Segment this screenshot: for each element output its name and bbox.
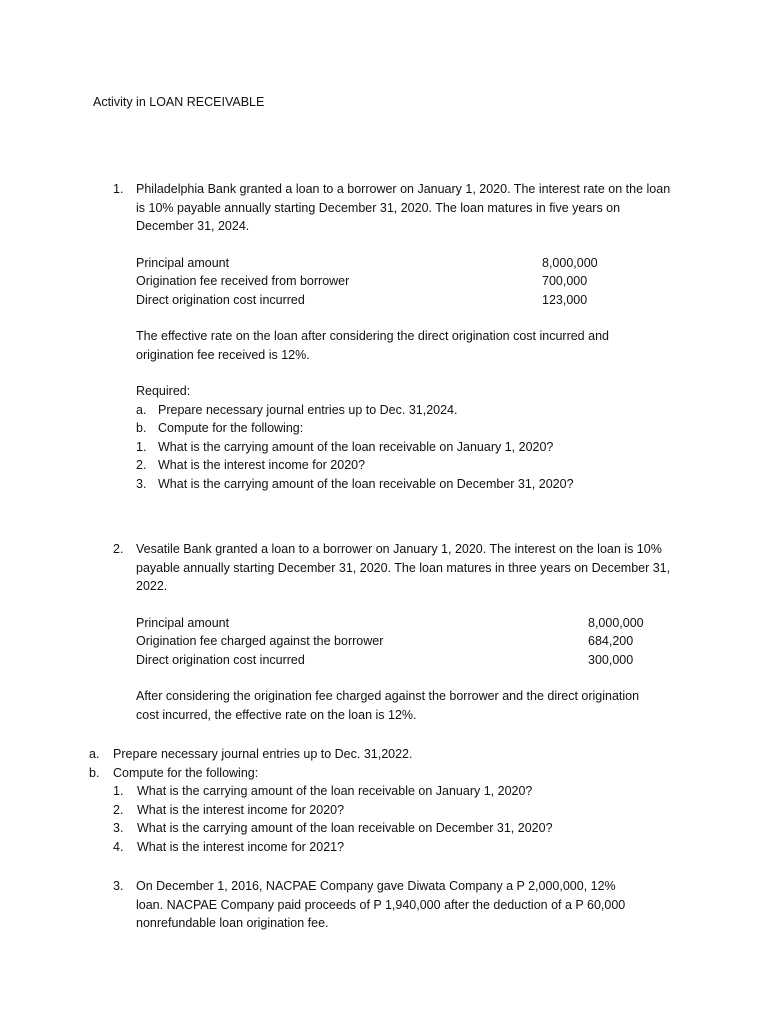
row-label: Direct origination cost incurred (136, 652, 305, 667)
list-marker: 2. (113, 802, 124, 817)
row-label: Principal amount (136, 255, 230, 270)
required-list (136, 401, 683, 494)
question-1 (113, 180, 683, 493)
list-item (136, 438, 683, 457)
row-label: Direct origination cost incurred (136, 292, 305, 307)
row-value: 8,000,000 (542, 255, 598, 270)
question-text: Vesatile Bank granted a loan to a borrower on January 1, 2020. The interest on the loan is 10% payable annually starting December 31, 2020. The loan matures in three years on December 31, 2022. (136, 542, 671, 593)
question-2 (113, 540, 683, 724)
list-marker: b. (136, 421, 147, 435)
effective-rate-text: The effective rate on the loan after considering the direct origination cost incurred and origination fee received is 12%. (136, 329, 609, 362)
row-value: 300,000 (588, 652, 634, 667)
list-marker: 2. (136, 458, 147, 472)
list-item (113, 782, 689, 801)
question-text: On December 1, 2016, NACPAE Company gave Diwata Company a P 2,000,000, 12% loan. NACPAE Company paid proceeds of P 1,940,000 after the deduction of a P 60,000 nonrefundable loan origination fee. (136, 879, 626, 930)
list-marker: a. (136, 402, 147, 417)
row-value: 684,200 (588, 634, 634, 648)
list-text: What is the carrying amount of the loan receivable on January 1, 2020? (137, 784, 533, 798)
list-item (136, 419, 683, 438)
row-value: 8,000,000 (588, 615, 644, 630)
question-number: 2. (113, 542, 124, 556)
question-3 (113, 877, 683, 933)
list-item (113, 819, 689, 838)
document-title: Activity in LOAN RECEIVABLE (93, 95, 265, 109)
list-marker: 3. (136, 476, 147, 491)
list-text: What is the carrying amount of the loan receivable on January 1, 2020? (158, 439, 554, 454)
list-item (113, 801, 689, 820)
list-text: What is the carrying amount of the loan receivable on December 31, 2020? (137, 821, 553, 835)
list-text: What is the carrying amount of the loan receivable on December 31, 2020? (158, 476, 574, 491)
row-label: Principal amount (136, 615, 230, 630)
row-value: 123,000 (542, 292, 588, 307)
table-row (136, 254, 683, 273)
table-row (136, 614, 683, 633)
list-marker: a. (89, 747, 100, 761)
list-marker: 3. (113, 821, 124, 835)
list-marker: 1. (136, 439, 147, 454)
table-row (136, 632, 683, 651)
list-marker: b. (89, 765, 100, 780)
table-row (136, 272, 683, 291)
table-row (136, 651, 683, 670)
question-2-requirements (89, 745, 689, 856)
row-label: Origination fee received from borrower (136, 274, 350, 288)
question-number: 1. (113, 182, 124, 196)
table-row (136, 291, 683, 310)
list-item (89, 745, 689, 764)
list-item (113, 838, 689, 857)
list-item (136, 475, 683, 494)
required-label: Required: (136, 384, 191, 398)
list-text: What is the interest income for 2021? (137, 839, 345, 854)
list-marker: 1. (113, 784, 124, 798)
compute-sublist (113, 782, 689, 856)
loan-details-table (136, 254, 683, 310)
row-value: 700,000 (542, 274, 588, 288)
list-marker: 4. (113, 839, 124, 854)
list-text: What is the interest income for 2020? (137, 802, 345, 817)
list-item (136, 401, 683, 420)
question-text: Philadelphia Bank granted a loan to a borrower on January 1, 2020. The interest rate on the loan is 10% payable annually starting December 31, 2020. The loan matures in five years on December 31, 2024. (136, 182, 671, 233)
effective-rate-text: After considering the origination fee charged against the borrower and the direct origination cost incurred, the effective rate on the loan is 12%. (136, 689, 640, 722)
list-item (136, 456, 683, 475)
list-text: Prepare necessary journal entries up to Dec. 31,2024. (158, 402, 458, 417)
list-item (89, 764, 689, 783)
row-label: Origination fee charged against the borrower (136, 634, 384, 648)
list-text: What is the interest income for 2020? (158, 458, 366, 472)
list-text: Compute for the following: (113, 765, 259, 780)
question-number: 3. (113, 879, 124, 893)
list-text: Prepare necessary journal entries up to Dec. 31,2022. (113, 747, 413, 761)
loan-details-table (136, 614, 683, 670)
list-text: Compute for the following: (158, 421, 304, 435)
